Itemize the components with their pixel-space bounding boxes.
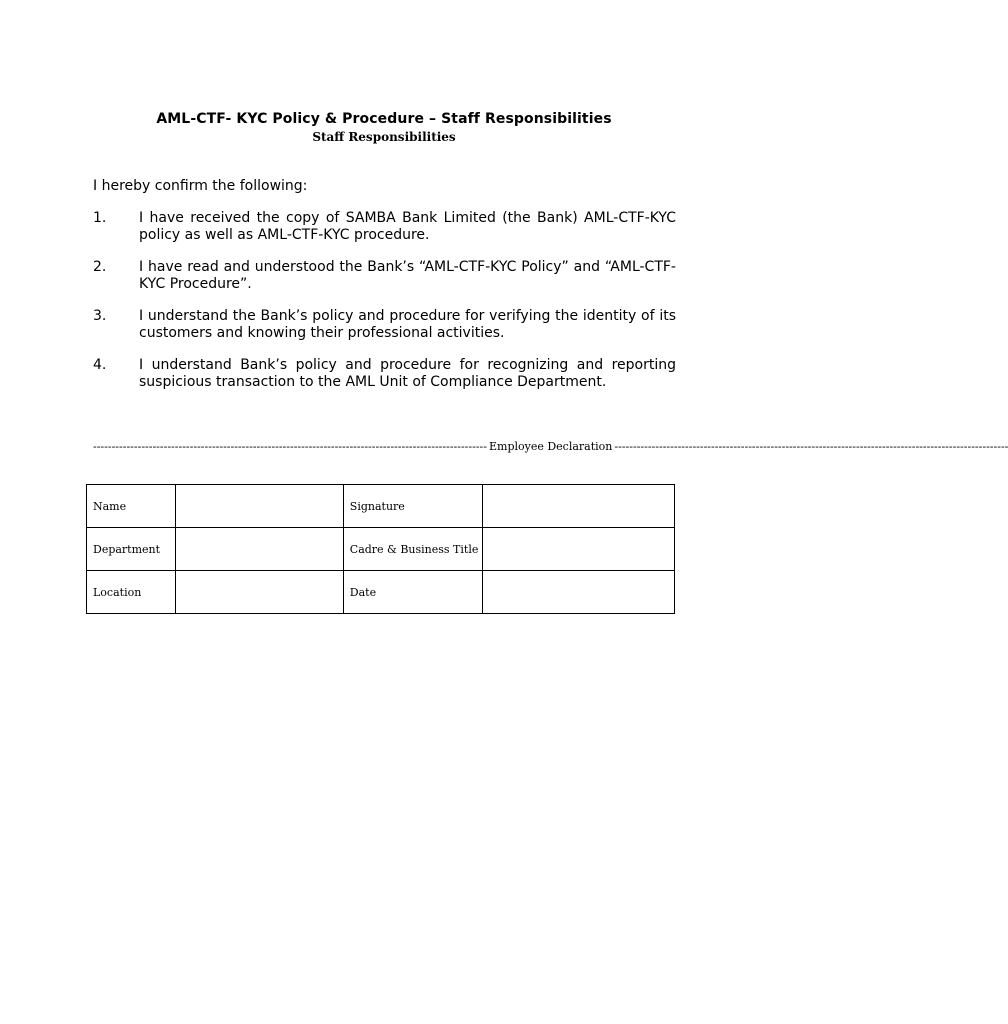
document-subtitle: Staff Responsibilities [312, 130, 456, 144]
dashed-rule-left: ---------------------------------------------------------------------------------------------------------- [93, 440, 487, 453]
list-item [93, 308, 676, 342]
list-item-text: I have received the copy of SAMBA Bank Limited (the Bank) AML-CTF-KYC policy as well as AML-CTF-KYC procedure. [139, 210, 676, 243]
document-title: AML-CTF- KYC Policy & Procedure – Staff Responsibilities [156, 111, 612, 127]
employee-declaration-divider [93, 440, 1008, 453]
signature-label: Signature [343, 485, 482, 528]
name-label: Name [87, 485, 176, 528]
list-item-number: 2. [93, 259, 107, 275]
list-item [93, 210, 676, 244]
list-item-text: I understand Bank’s policy and procedure for recognizing and reporting suspicious transaction to the AML Unit of Compliance Department. [139, 357, 676, 390]
cadre-title-label: Cadre & Business Title [343, 528, 482, 571]
intro-text: I hereby confirm the following: [93, 178, 308, 194]
location-label: Location [87, 571, 176, 614]
list-item-number: 3. [93, 308, 107, 324]
list-item-text: I have read and understood the Bank’s “AML-CTF-KYC Policy” and “AML-CTF-KYC Procedure”. [139, 259, 676, 292]
department-field[interactable] [175, 528, 343, 571]
form-row-department [87, 528, 675, 571]
list-item-text: I understand the Bank’s policy and procedure for verifying the identity of its customers and knowing their professional activities. [139, 308, 676, 341]
confirmation-list [93, 210, 676, 406]
list-item-number: 4. [93, 357, 107, 373]
form-row-location [87, 571, 675, 614]
location-field[interactable] [175, 571, 343, 614]
cadre-title-field[interactable] [483, 528, 675, 571]
date-label: Date [343, 571, 482, 614]
date-field[interactable] [483, 571, 675, 614]
employee-declaration-form [86, 484, 675, 614]
employee-declaration-label: Employee Declaration [488, 440, 613, 453]
list-item [93, 259, 676, 293]
dashed-rule-right: ---------------------------------------------------------------------------------------------------------- [614, 440, 1008, 453]
list-item-number: 1. [93, 210, 107, 226]
department-label: Department [87, 528, 176, 571]
name-field[interactable] [175, 485, 343, 528]
form-row-name [87, 485, 675, 528]
list-item [93, 357, 676, 391]
signature-field[interactable] [483, 485, 675, 528]
